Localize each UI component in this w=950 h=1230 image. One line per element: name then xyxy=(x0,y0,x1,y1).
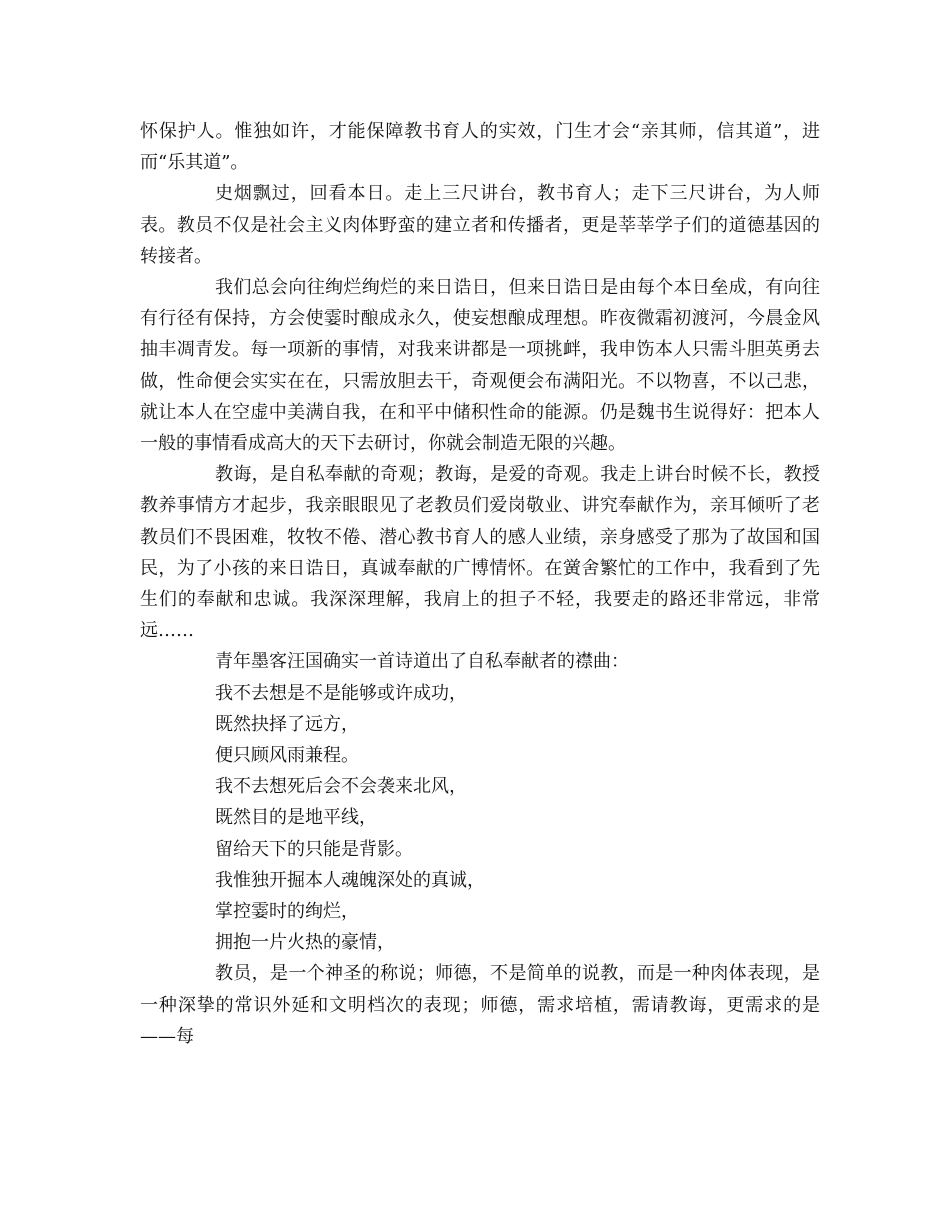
poem-line: 既然抉择了远方， xyxy=(215,713,359,735)
paragraph-continuation: 怀保护人。惟独如许，才能保障教书育人的实效，门生才会“亲其师，信其道”，进而“乐其道”。 xyxy=(140,121,820,174)
poem-line: 既然目的是地平线， xyxy=(215,807,377,829)
poem-line: 我惟独开掘本人魂魄深处的真诚， xyxy=(215,869,485,891)
poem-line: 便只顾风雨兼程。 xyxy=(215,745,359,767)
paragraph-teacher-ethics: 教员，是一个神圣的称说；师德，不是简单的说教，而是一种肉体表现，是一种深挚的常识外延和文明档次的表现；师德，需求培植，需请教诲，更需求的是——每 xyxy=(140,963,820,1047)
paragraph-poem-intro: 青年墨客汪国确实一首诗道出了自私奉献者的襟曲： xyxy=(215,651,629,673)
poem-line: 拥抱一片火热的豪情， xyxy=(215,932,395,954)
poem-line: 我不去想死后会不会袭来北风， xyxy=(215,776,467,798)
poem-line: 掌控霎时的绚烂， xyxy=(215,901,359,923)
poem-line: 我不去想是不是能够或许成功， xyxy=(215,682,467,704)
poem-block xyxy=(140,678,820,959)
paragraph-education: 教诲，是自私奉献的奇观；教诲，是爱的奇观。我走上讲台时候不长，教授教养事情方才起步，我亲眼眼见了老教员们爱岗敬业、讲究奉献作为，亲耳倾听了老教员们不畏困难，牧牧不倦、潜心教书育人的感人业绩，亲身感受了那为了故国和国民，为了小孩的来日诰日，真诚奉献的广博情怀。在黉舍繁忙的工作中，我看到了先生们的奉献和忠诚。我深深理解，我肩上的担子不轻，我要走的路还非常远，非常远…… xyxy=(140,464,820,642)
poem-line: 留给天下的只能是背影。 xyxy=(215,838,413,860)
document-body xyxy=(140,116,820,1052)
paragraph-future: 我们总会向往绚烂绚烂的来日诰日，但来日诰日是由每个本日垒成，有向往有行径有保持，方会使霎时酿成永久，使妄想酿成理想。昨夜微霜初渡河，今晨金风抽丰凋青发。每一项新的事情，对我来讲都是一项挑衅，我申饬本人只需斗胆英勇去做，性命便会实实在在，只需放胆去干，奇观便会布满阳光。不以物喜，不以己悲，就让本人在空虚中美满自我，在和平中储积性命的能源。仍是魏书生说得好：把本人一般的事情看成高大的天下去研讨，你就会制造无限的兴趣。 xyxy=(140,277,820,455)
paragraph-history: 史烟飘过，回看本日。走上三尺讲台，教书育人；走下三尺讲台，为人师表。教员不仅是社会主义肉体野蛮的建立者和传播者，更是莘莘学子们的道德基因的转接者。 xyxy=(140,183,820,267)
